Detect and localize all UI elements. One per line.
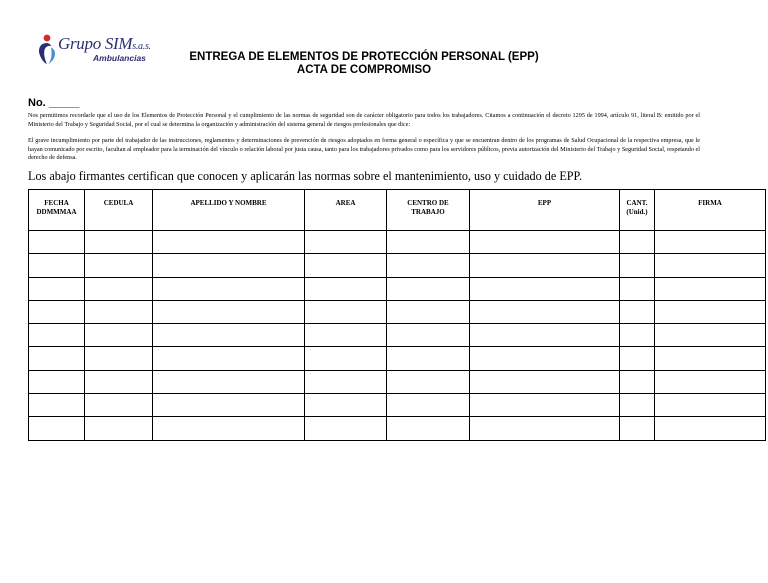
table-cell[interactable] (85, 300, 153, 323)
table-cell[interactable] (387, 277, 470, 300)
document-title: ENTREGA DE ELEMENTOS DE PROTECCIÓN PERSONAL (EPP) (189, 51, 539, 63)
table-cell[interactable] (470, 347, 620, 370)
table-cell[interactable] (305, 254, 387, 277)
table-cell[interactable] (470, 370, 620, 393)
table-cell[interactable] (655, 231, 766, 254)
table-row (29, 347, 766, 370)
table-cell[interactable] (29, 347, 85, 370)
table-cell[interactable] (620, 254, 655, 277)
table-cell[interactable] (655, 324, 766, 347)
table-cell[interactable] (85, 231, 153, 254)
table-cell[interactable] (655, 394, 766, 417)
table-cell[interactable] (620, 417, 655, 440)
logo-subtitle: Ambulancias (93, 53, 146, 63)
table-header-row (29, 190, 766, 231)
table-cell[interactable] (305, 324, 387, 347)
table-cell[interactable] (29, 394, 85, 417)
column-header-area: AREA (305, 190, 387, 231)
table-cell[interactable] (470, 254, 620, 277)
table-cell[interactable] (305, 417, 387, 440)
table-cell[interactable] (387, 231, 470, 254)
epp-delivery-table (28, 189, 766, 441)
table-cell[interactable] (387, 347, 470, 370)
table-cell[interactable] (305, 277, 387, 300)
table-cell[interactable] (655, 277, 766, 300)
legal-paragraph-1: Nos permitimos recordarle que el uso de los Elementos de Protección Personal y el cumplimiento de las normas de seguridad son de carácter obligatorio para todos los trabajadores. Citamos a continuación el decreto 1295 de 1994, artículo 91, literal B: emitido por el Ministerio del Trabajo y Seguridad Social, por el cual se determina la organización y administración del sistema general de riesgos profesionales que dice: (28, 112, 700, 128)
table-cell[interactable] (153, 300, 305, 323)
table-cell[interactable] (305, 370, 387, 393)
table-cell[interactable] (153, 324, 305, 347)
column-header-centro-trabajo: CENTRO DE TRABAJO (387, 190, 470, 231)
table-cell[interactable] (387, 417, 470, 440)
column-header-firma: FIRMA (655, 190, 766, 231)
table-cell[interactable] (305, 394, 387, 417)
logo-suffix: s.a.s. (132, 41, 151, 52)
table-cell[interactable] (85, 324, 153, 347)
table-row (29, 300, 766, 323)
table-row (29, 254, 766, 277)
table-cell[interactable] (305, 231, 387, 254)
table-cell[interactable] (305, 300, 387, 323)
document-number-field[interactable]: No. _____ (28, 97, 80, 109)
table-cell[interactable] (85, 394, 153, 417)
logo-wordmark: Grupo SIMs.a.s. (58, 34, 151, 53)
table-cell[interactable] (470, 394, 620, 417)
table-cell[interactable] (29, 231, 85, 254)
table-cell[interactable] (655, 370, 766, 393)
document-subtitle: ACTA DE COMPROMISO (296, 64, 432, 76)
column-header-apellido-nombre: APELLIDO Y NOMBRE (153, 190, 305, 231)
table-cell[interactable] (387, 370, 470, 393)
table-cell[interactable] (29, 370, 85, 393)
table-cell[interactable] (655, 417, 766, 440)
table-cell[interactable] (153, 231, 305, 254)
column-header-cedula: CEDULA (85, 190, 153, 231)
table-cell[interactable] (29, 324, 85, 347)
table-cell[interactable] (620, 300, 655, 323)
table-cell[interactable] (470, 300, 620, 323)
table-row (29, 394, 766, 417)
table-body (29, 231, 766, 441)
table-cell[interactable] (620, 347, 655, 370)
table-cell[interactable] (29, 417, 85, 440)
table-cell[interactable] (655, 254, 766, 277)
table-cell[interactable] (387, 254, 470, 277)
company-logo (36, 33, 166, 67)
table-row (29, 417, 766, 440)
table-cell[interactable] (470, 277, 620, 300)
table-cell[interactable] (387, 394, 470, 417)
table-cell[interactable] (387, 300, 470, 323)
certification-statement: Los abajo firmantes certifican que conocen y aplicarán las normas sobre el mantenimiento, uso y cuidado de EPP. (28, 169, 583, 183)
table-cell[interactable] (620, 231, 655, 254)
table-cell[interactable] (153, 347, 305, 370)
table-row (29, 231, 766, 254)
column-header-cantidad: CANT. (Unid.) (620, 190, 655, 231)
column-header-epp: EPP (470, 190, 620, 231)
table-cell[interactable] (153, 254, 305, 277)
legal-paragraph-2: El grave incumplimiento por parte del trabajador de las instrucciones, reglamentos y determinaciones de prevención de riesgos adoptados en forma general o específica y que se encuentran dentro de los programas de Salud Ocupacional de la respectiva empresa, que le hayan comunicado por escrito, facultan al empleador para la terminación del vínculo o relación laboral por justa causa, tanto para los trabajadores privados como para los servidores públicos, previa autorización del Ministerio del Trabajo y Seguridad Social, respetando el derecho de defensa. (28, 137, 700, 162)
table-cell[interactable] (153, 394, 305, 417)
table-cell[interactable] (470, 231, 620, 254)
table-cell[interactable] (85, 370, 153, 393)
table-cell[interactable] (85, 254, 153, 277)
table-cell[interactable] (153, 370, 305, 393)
table-cell[interactable] (655, 347, 766, 370)
table-cell[interactable] (620, 324, 655, 347)
table-cell[interactable] (85, 277, 153, 300)
table-cell[interactable] (153, 417, 305, 440)
table-row (29, 324, 766, 347)
table-cell[interactable] (305, 347, 387, 370)
table-cell[interactable] (29, 277, 85, 300)
table-cell[interactable] (620, 370, 655, 393)
table-row (29, 277, 766, 300)
table-cell[interactable] (470, 417, 620, 440)
table-cell[interactable] (470, 324, 620, 347)
table-cell[interactable] (85, 347, 153, 370)
table-cell[interactable] (85, 417, 153, 440)
table-cell[interactable] (29, 254, 85, 277)
table-cell[interactable] (29, 300, 85, 323)
table-cell[interactable] (620, 277, 655, 300)
table-cell[interactable] (153, 277, 305, 300)
column-header-fecha: FECHA DDMMMAA (29, 190, 85, 231)
table-cell[interactable] (620, 394, 655, 417)
table-cell[interactable] (655, 300, 766, 323)
table-cell[interactable] (387, 324, 470, 347)
table-row (29, 370, 766, 393)
logo-figure-icon (36, 33, 58, 65)
